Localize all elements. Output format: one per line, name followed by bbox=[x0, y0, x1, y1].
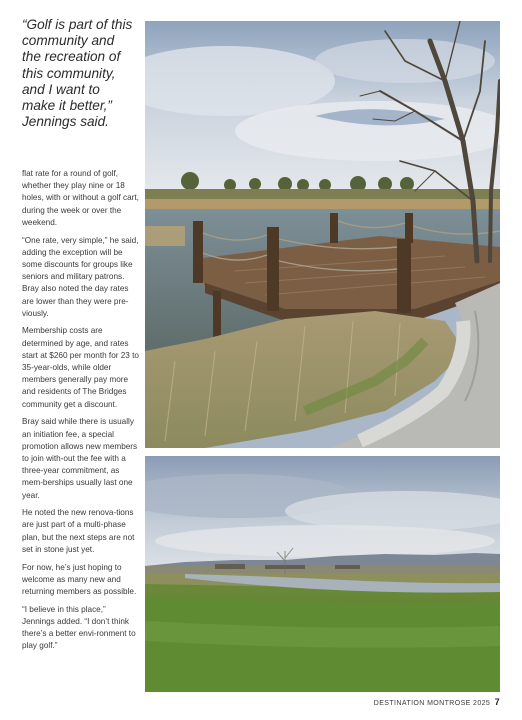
article-paragraph: For now, he’s just hoping to welcome as many new and returning members as possible. bbox=[22, 562, 137, 596]
article-paragraph: He noted the new renova-tions are just part of a multi-phase plan, but the next steps are not set in stone just yet. bbox=[22, 508, 135, 554]
article-paragraph: flat rate for a round of golf, whether they play nine or 18 holes, with or without a golf cart, during the week or over the weekend. bbox=[22, 169, 139, 227]
article-paragraph: Bray said while there is usually an initiation fee, a special promotion allows new members to join with-out the fee with a three-year commitment, as mem-berships usually last one year. bbox=[22, 417, 138, 500]
pond-dock-photo bbox=[145, 21, 500, 448]
publication-name: DESTINATION MONTROSE 2025 bbox=[373, 700, 491, 707]
golf-course-landscape-photo bbox=[145, 456, 500, 692]
page-footer bbox=[374, 697, 500, 707]
pull-quote: “Golf is part of this community and the recreation of this community, and I want to make it better,” Jennings said. bbox=[22, 17, 133, 130]
article-paragraph: Membership costs are determined by age, and rates start at $260 per month for 23 to 35-year-olds, while older members generally pay more and residents of The Bridges community get a discount. bbox=[22, 326, 139, 409]
article-body-column bbox=[22, 168, 140, 658]
article-paragraph: “I believe in this place,” Jennings added. “I don’t think there’s a better envi-ronment to play golf.” bbox=[22, 604, 136, 651]
article-paragraph: “One rate, very simple,” he said, adding the exception will be some discounts for groups like seniors and military patrons. Bray also noted the day rates are lower than they were pre-viously. bbox=[22, 235, 139, 318]
page-number: 7 bbox=[494, 697, 500, 707]
